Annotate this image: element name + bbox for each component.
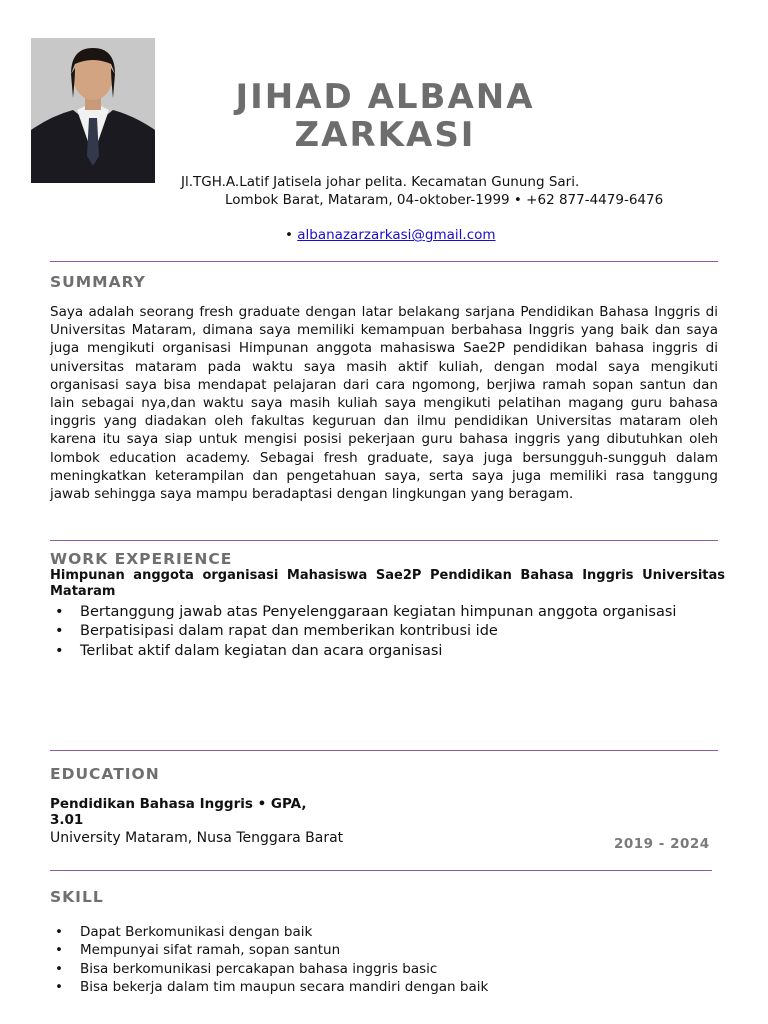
list-item: • Bisa bekerja dalam tim maupun secara mandiri dengan baik: [50, 978, 488, 996]
list-item: • Bertanggung jawab atas Penyelenggaraan kegiatan himpunan anggota organisasi: [50, 603, 676, 622]
name-line1: JIHAD ALBANA: [235, 77, 535, 117]
list-item: • Berpatisipasi dalam rapat dan memberikan kontribusi ide: [50, 622, 676, 641]
organization-name: Himpunan anggota organisasi Mahasiswa Sae2P Pendidikan Bahasa Inggris Universitas Mataram: [50, 568, 725, 599]
divider: [50, 870, 712, 871]
divider: [50, 261, 718, 262]
list-item: • Dapat Berkomunikasi dengan baik: [50, 923, 488, 941]
skill-heading: SKILL: [50, 888, 104, 906]
email-bullet: •: [285, 227, 293, 243]
work-experience-heading: WORK EXPERIENCE: [50, 550, 233, 568]
skill-list: [50, 923, 488, 996]
list-item: • Bisa berkomunikasi percakapan bahasa inggris basic: [50, 960, 488, 978]
candidate-name: [200, 78, 570, 154]
work-duties-list: [50, 603, 676, 661]
address-line2: Lombok Barat, Mataram, 04-oktober-1999 • +62 877-4479-6476: [225, 192, 664, 208]
summary-heading: SUMMARY: [50, 273, 146, 291]
name-line2: ZARKASI: [294, 115, 476, 155]
divider: [50, 750, 718, 751]
email-line: [285, 226, 496, 244]
profile-photo: [31, 38, 155, 183]
summary-text: Saya adalah seorang fresh graduate dengan latar belakang sarjana Pendidikan Bahasa Inggris di Universitas Mataram, dimana saya memiliki kemampuan berbahasa Inggris yang baik dan saya juga mengikuti organisasi Himpunan anggota mahasiswa Sae2P pendidikan bahasa inggris di universitas mataram pada waktu saya masih aktif kuliah, dengan modal saya mengikuti organisasi saya bisa mendapat pelajaran dari cara ngomong, berjiwa ramah sopan santun dan lain sebagai nya,dan waktu saya masih kuliah saya mengikuti pelatihan magang guru bahasa inggris yang diadakan oleh fakultas keguruan dan ilmu pendidikan Universitas mataram oleh karena itu saya siap untuk mengisi posisi pekerjaan guru bahasa inggris yang dibutuhkan oleh lombok education academy. Sebagai fresh graduate, saya juga bersungguh-sungguh dalam meningkatkan keterampilan dan pengetahuan saya, serta saya juga memiliki rasa tanggung jawab sehingga saya mampu beradaptasi dengan lingkungan yang beragam.: [50, 304, 718, 503]
education-degree: Pendidikan Bahasa Inggris • GPA, 3.01: [50, 796, 307, 828]
education-heading: EDUCATION: [50, 765, 160, 783]
education-years: 2019 - 2024: [614, 836, 710, 852]
education-school: University Mataram, Nusa Tenggara Barat: [50, 830, 344, 846]
email-link[interactable]: albanazarzarkasi@gmail.com: [297, 227, 496, 243]
divider: [50, 540, 718, 541]
list-item: • Terlibat aktif dalam kegiatan dan acara organisasi: [50, 642, 676, 661]
address-line1: Jl.TGH.A.Latif Jatisela johar pelita. Kecamatan Gunung Sari.: [181, 174, 580, 190]
list-item: • Mempunyai sifat ramah, sopan santun: [50, 941, 488, 959]
